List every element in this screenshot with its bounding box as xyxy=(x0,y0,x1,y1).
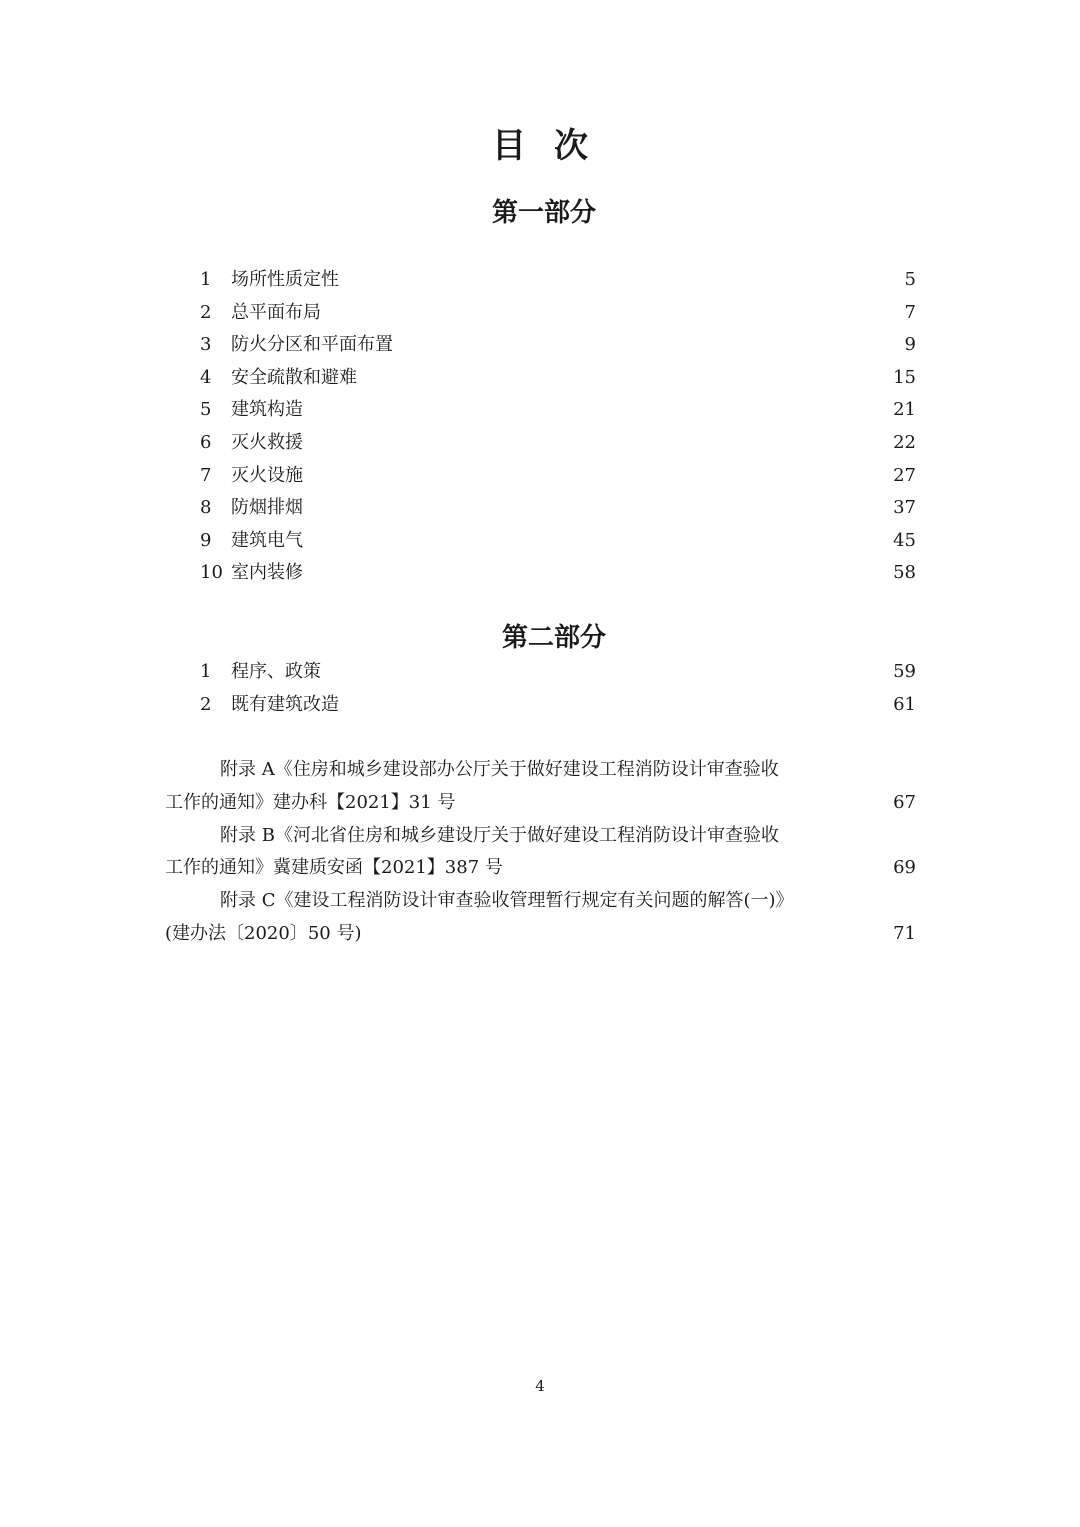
appendix-title-line2: 工作的通知》冀建质安函【2021】387 号 xyxy=(165,857,503,879)
toc-entry-label: 灭火救援 xyxy=(231,431,303,453)
toc-entry-page: 21 xyxy=(893,399,916,421)
toc-entry xyxy=(200,525,916,558)
part1-title: 第一部分 xyxy=(491,198,596,228)
toc-entry xyxy=(200,394,916,427)
toc-entry-page: 27 xyxy=(893,464,916,486)
toc-entry-page: 22 xyxy=(893,431,916,453)
toc-entry-page: 61 xyxy=(893,693,916,715)
part2-title: 第二部分 xyxy=(501,623,606,653)
toc-entry xyxy=(200,329,916,362)
appendix-entry xyxy=(165,754,916,820)
appendix-entry xyxy=(165,885,916,951)
toc-entry-number: 5 xyxy=(200,399,212,421)
toc-entry-label: 程序、政策 xyxy=(231,661,321,682)
toc-entry-page: 58 xyxy=(893,562,916,584)
toc-entry-number: 8 xyxy=(200,497,212,519)
toc-entry-page: 7 xyxy=(904,301,916,323)
toc-entry-number: 4 xyxy=(200,366,212,388)
toc-entry-label: 室内装修 xyxy=(231,562,303,584)
toc-entry-number: 7 xyxy=(200,464,212,486)
appendix-title-line2: (建办法〔2020〕50 号) xyxy=(165,922,362,944)
toc-entry-label: 场所性质定性 xyxy=(231,269,339,290)
toc-entry xyxy=(200,689,916,722)
toc-entry xyxy=(200,492,916,525)
toc-entry-number: 6 xyxy=(200,431,212,453)
toc-entry-page: 15 xyxy=(893,366,916,388)
appendix-title-line1: 附录 B《河北省住房和城乡建设厅关于做好建设工程消防设计审查验收 xyxy=(220,824,779,846)
toc-entry-label: 建筑构造 xyxy=(231,399,303,421)
toc-entry xyxy=(200,557,916,590)
toc-entry-number: 2 xyxy=(200,301,212,323)
toc-entry-label: 安全疏散和避难 xyxy=(231,366,357,388)
part2-toc-list xyxy=(200,656,916,721)
toc-entry-number: 9 xyxy=(200,529,212,551)
toc-entry xyxy=(200,656,916,689)
toc-entry xyxy=(200,297,916,330)
toc-entry-label: 防火分区和平面布置 xyxy=(231,334,393,356)
toc-entry xyxy=(200,362,916,395)
toc-entry-label: 既有建筑改造 xyxy=(231,693,339,715)
toc-entry-page: 59 xyxy=(893,661,916,682)
toc-entry-label: 建筑电气 xyxy=(231,529,303,551)
toc-entry-number: 2 xyxy=(200,693,212,715)
toc-entry-page: 5 xyxy=(904,269,916,290)
toc-entry xyxy=(200,264,916,297)
toc-entry xyxy=(200,460,916,493)
page-title: 目次 xyxy=(492,126,616,166)
appendix-title-line2: 工作的通知》建办科【2021】31 号 xyxy=(165,791,456,813)
part1-toc-list xyxy=(200,264,916,590)
toc-entry-number: 1 xyxy=(200,661,212,682)
toc-entry-label: 总平面布局 xyxy=(231,301,321,323)
page-number: 4 xyxy=(535,1377,545,1395)
appendix-entry xyxy=(165,820,916,886)
toc-entry-label: 灭火设施 xyxy=(231,464,303,486)
appendix-list xyxy=(165,754,916,951)
toc-entry-number: 3 xyxy=(200,334,212,356)
appendix-title-line1: 附录 C《建设工程消防设计审查验收管理暂行规定有关问题的解答(一)》 xyxy=(220,890,794,911)
appendix-title-line1: 附录 A《住房和城乡建设部办公厅关于做好建设工程消防设计审查验收 xyxy=(220,759,779,780)
toc-entry-page: 45 xyxy=(893,529,916,551)
toc-entry-page: 37 xyxy=(893,497,916,519)
toc-entry-label: 防烟排烟 xyxy=(231,497,303,519)
appendix-page: 67 xyxy=(893,791,916,813)
toc-entry-page: 9 xyxy=(904,334,916,356)
appendix-page: 69 xyxy=(893,857,916,879)
toc-entry xyxy=(200,427,916,460)
toc-entry-number: 10 xyxy=(200,562,223,584)
appendix-page: 71 xyxy=(893,922,916,944)
toc-entry-number: 1 xyxy=(200,269,212,290)
